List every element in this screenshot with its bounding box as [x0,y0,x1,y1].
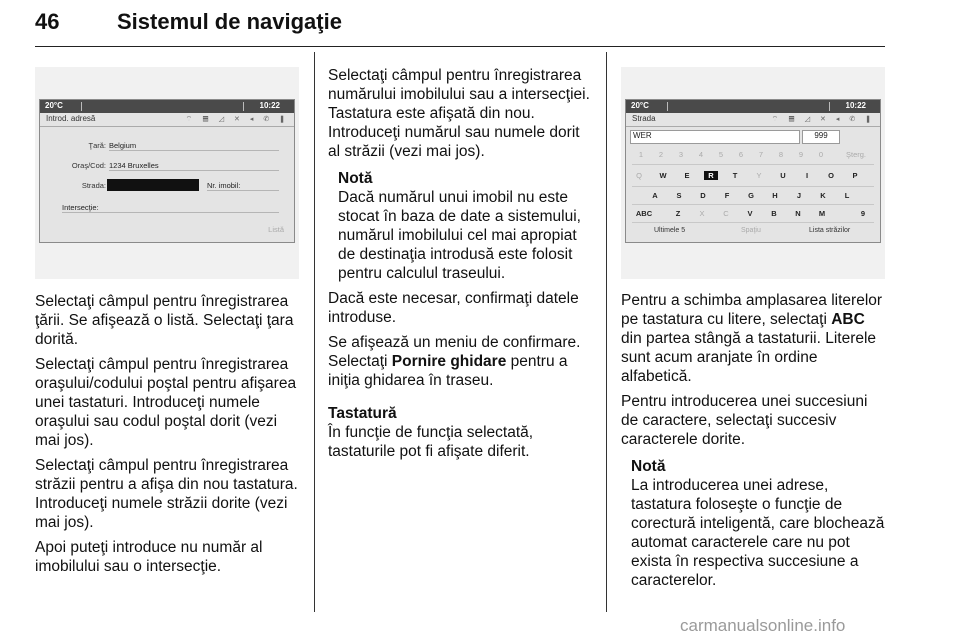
column-1-text [35,292,299,576]
digit-key[interactable]: 0 [818,150,824,159]
key-h[interactable]: H [772,191,778,200]
key-j[interactable]: J [796,191,802,200]
watermark: carmanualsonline.info [680,616,846,635]
section-heading: Tastatură [328,405,397,422]
digit-row [634,150,872,162]
note-title: Notă [338,170,373,187]
infotainment-screen [39,99,295,243]
screen-title: Introd. adresă [46,114,96,123]
page-title: Sistemul de navigaţie [117,9,342,34]
status-bar [40,100,294,113]
note-text: Dacă numărul unui imobil nu este stocat în baza de date a sistemului, numărul imobilului cel mai apropiat de destinaţia introdusă este folosit pentru calculul traseului. [338,189,581,282]
digit-key[interactable]: 2 [658,150,664,159]
key-u[interactable]: U [780,171,786,180]
keyboard-screenshot [621,67,885,279]
key-r[interactable]: R [704,171,718,180]
intersection-field[interactable]: Intersecţie: [62,203,279,213]
key-s[interactable]: S [676,191,682,200]
column-divider-1 [314,52,315,612]
list-button[interactable]: Listă [268,225,284,234]
key-p[interactable]: P [852,171,858,180]
key-w[interactable]: W [659,171,667,180]
note-box [631,457,887,590]
key-i[interactable]: I [805,171,809,180]
keyboard-screen-title: Strada [632,114,656,123]
key-e[interactable]: E [684,171,690,180]
key-l[interactable]: L [844,191,850,200]
note-box [338,169,592,283]
paragraph: Selectaţi câmpul pentru înregistrarea străzii pentru a afişa din nou tastatura. Introduceţi numele străzii dorite (vezi mai jos). [35,457,298,531]
paragraph: Apoi puteţi introduce nu număr al imobilului sau o intersecţie. [35,539,263,575]
page-number: 46 [35,9,60,34]
paragraph: Selectaţi câmpul pentru înregistrarea ţării. Se afişează o listă. Selectaţi ţara dorită. [35,293,294,348]
key-f[interactable]: F [724,191,730,200]
street-list-button[interactable]: Lista străzilor [809,227,851,234]
input-value: WER [633,131,652,140]
paragraph: Pentru introducerea unei succesiuni de caractere, selectaţi succesiv caracterele dorite. [621,393,868,448]
note-title: Notă [631,458,666,475]
key-m[interactable]: M [818,209,826,218]
house-number-field[interactable]: Nr. imobil: [207,181,279,191]
column-2-text [328,66,592,461]
note-text: La introducerea unei adrese, tastatura foloseşte o funcţie de corectură inteligentă, care blochează automat caracterele care nu pot exista în respectiva succesiune a caracterelor. [631,477,885,589]
clock-keyboard: 10:22 [845,101,866,110]
digit-key[interactable]: 9 [798,150,804,159]
key-v[interactable]: V [747,209,753,218]
address-entry-screenshot [35,67,299,279]
city-field[interactable]: 1234 Bruxelles [109,161,279,171]
digit-key[interactable]: 6 [738,150,744,159]
key-c[interactable]: C [723,209,729,218]
digit-key[interactable]: 5 [718,150,724,159]
key-x[interactable]: X [699,209,705,218]
infotainment-screen-keyboard [625,99,881,243]
digit-key[interactable]: 7 [758,150,764,159]
key-d[interactable]: D [700,191,706,200]
digit-key[interactable]: 8 [778,150,784,159]
paragraph: Dacă este necesar, confirmaţi datele introduse. [328,290,579,326]
country-label: Ţară: [88,141,106,150]
paragraph: În funcţie de funcţia selectată, tastaturile pot fi afişate diferit. [328,424,534,460]
key-t[interactable]: T [732,171,738,180]
match-count-value: 999 [814,131,828,140]
header-rule [35,46,885,47]
digit-key[interactable]: 1 [638,150,644,159]
temperature: 20°C [45,101,63,110]
last-5-button[interactable]: Ultimele 5 [654,227,686,234]
key-z[interactable]: Z [675,209,681,218]
key-b[interactable]: B [771,209,777,218]
paragraph: Selectaţi câmpul pentru înregistrarea oraşului/codului poştal pentru afişarea unei tastaturi. Introduceţi numele oraşului sau codul poştal dorit (vezi mai jos). [35,356,297,449]
abc-label: ABC [831,311,865,328]
delete-button[interactable]: Şterg. [845,150,866,159]
key-a[interactable]: A [652,191,658,200]
page-header [35,9,885,47]
city-label: Oraş/Cod: [71,161,106,170]
status-bar-keyboard [626,100,880,113]
status-icons-keyboard: ⌔ ▤ ◿ ✕ ◂ ✆ ❚ [771,116,875,123]
key-y[interactable]: Y [756,171,762,180]
temperature-keyboard: 20°C [631,101,649,110]
column-divider-2 [606,52,607,612]
paragraph: Selectaţi câmpul pentru înregistrarea numărului imobilului sau a intersecţiei. Tastatura este afişată din nou. Introduceţi numărul sau numele dorit al străzii (vezi mai jos). [328,67,590,160]
abc-button[interactable]: ABC [635,209,653,218]
space-button[interactable]: Spaţiu [741,227,761,234]
start-guidance-label: Pornire ghidare [391,353,507,370]
match-count [802,130,840,144]
key-k[interactable]: K [820,191,826,200]
paragraph: Se afişează un meniu de confirmare. Selectaţi Pornire ghidare pentru a iniţia ghidarea în traseu. [328,334,581,389]
key-q[interactable]: Q [636,171,642,180]
digit-key[interactable]: 4 [698,150,704,159]
clock: 10:22 [259,101,280,110]
street-label: Strada: [81,181,106,190]
text-input[interactable] [630,130,800,144]
digit-key[interactable]: 3 [678,150,684,159]
status-icons: ⌔ ▤ ◿ ✕ ◂ ✆ ❚ [185,116,289,123]
country-field[interactable]: Belgium [109,141,279,151]
key-9[interactable]: 9 [860,209,866,218]
paragraph: Pentru a schimba amplasarea literelor pe tastatura cu litere, selectaţi ABC din partea stângă a tastaturii. Literele sunt acum aranjate în ordine alfabetică. [621,292,883,385]
key-n[interactable]: N [795,209,801,218]
street-field[interactable] [107,179,199,191]
key-o[interactable]: O [828,171,834,180]
column-3-text [621,291,887,590]
key-g[interactable]: G [748,191,754,200]
